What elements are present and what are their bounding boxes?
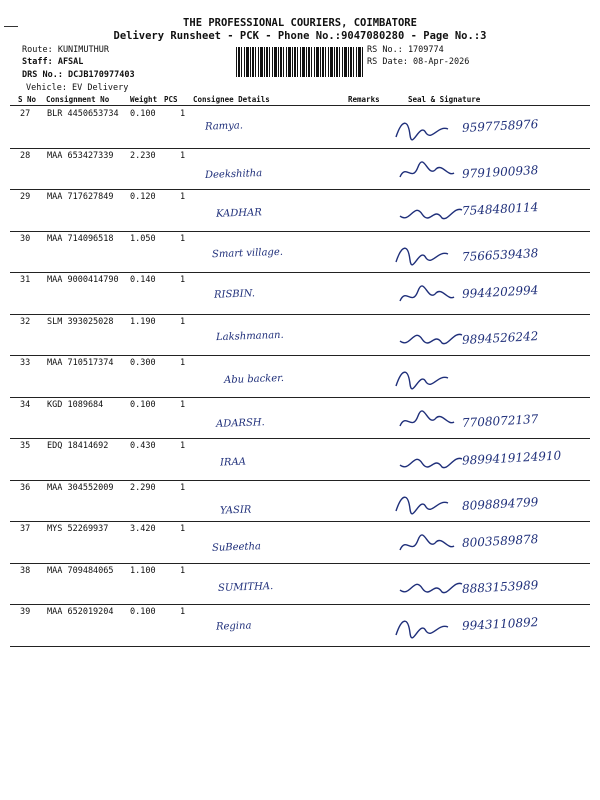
row-sno: 27	[20, 109, 31, 119]
row-consignee-handwritten: KADHAR	[215, 207, 262, 220]
row-pcs: 1	[180, 565, 186, 576]
row-signature-scribble	[392, 115, 472, 145]
runsheet-subtitle: Delivery Runsheet - PCK - Phone No.:9047080280 - Page No.:3	[113, 30, 487, 42]
row-weight: 1.050	[130, 233, 156, 244]
row-consignee-handwritten: YASIR	[219, 503, 252, 517]
row-divider	[10, 314, 590, 315]
row-consignee-handwritten: Abu backer.	[223, 372, 285, 387]
row-divider	[10, 521, 590, 522]
row-consignee-handwritten: Lakshmanan.	[215, 329, 284, 343]
row-weight: 1.190	[130, 316, 156, 327]
row-consignment: MAA 652019204	[47, 607, 114, 617]
row-weight: 1.100	[130, 565, 156, 576]
row-divider	[10, 355, 590, 356]
row-pcs: 1	[180, 275, 186, 285]
rs-number: RS No.: 1709774	[367, 45, 444, 55]
row-divider	[10, 604, 590, 605]
row-sno: 33	[20, 358, 31, 368]
row-sno: 38	[20, 565, 31, 576]
row-sno: 34	[20, 399, 31, 410]
row-signature-phone: 9894526242	[461, 328, 539, 347]
row-pcs: 1	[180, 482, 186, 493]
rs-date: RS Date: 08-Apr-2026	[367, 57, 470, 67]
row-pcs: 1	[180, 109, 186, 119]
row-sno: 35	[20, 441, 31, 451]
row-weight: 0.140	[130, 275, 156, 285]
row-weight: 2.230	[130, 150, 156, 161]
row-signature-phone: 9943110892	[461, 615, 539, 633]
row-sno: 36	[20, 482, 31, 493]
row-divider	[10, 646, 590, 647]
row-sno: 39	[20, 607, 31, 617]
row-consignment: SLM 393025028	[47, 316, 114, 327]
row-consignment: BLR 4450653734	[47, 109, 119, 119]
row-divider	[10, 231, 590, 232]
header-weight: Weight	[130, 95, 158, 104]
row-consignment: MAA 717627849	[47, 192, 114, 202]
row-signature-phone: 8098894799	[461, 494, 539, 513]
barcode	[236, 47, 364, 77]
row-consignee-handwritten: Smart village.	[211, 246, 284, 260]
row-pcs: 1	[180, 192, 186, 202]
row-consignee-handwritten: ADARSH.	[215, 416, 265, 430]
route: Route: KUNIMUTHUR	[22, 45, 109, 55]
row-signature-phone: 9944202994	[461, 283, 539, 301]
row-divider	[10, 272, 590, 273]
row-signature-phone: 8883153989	[461, 577, 539, 596]
row-sno: 30	[20, 233, 31, 244]
row-divider	[10, 148, 590, 149]
row-pcs: 1	[180, 316, 186, 327]
row-consignment: MAA 9000414790	[47, 275, 119, 285]
row-signature-scribble	[392, 240, 472, 270]
row-weight: 0.100	[130, 607, 156, 617]
row-weight: 0.120	[130, 192, 156, 202]
row-sno: 31	[20, 275, 31, 285]
row-sno: 29	[20, 192, 31, 202]
row-consignment: MAA 710517374	[47, 358, 114, 368]
row-sno: 28	[20, 150, 31, 161]
drs-number: DRS No.: DCJB170977403	[22, 70, 135, 80]
header-consignment: Consignment No	[46, 95, 110, 104]
row-pcs: 1	[180, 150, 186, 161]
row-weight: 0.430	[130, 441, 156, 451]
row-divider	[10, 189, 590, 190]
row-weight: 3.420	[130, 524, 156, 534]
header-sno: S No	[18, 95, 37, 104]
row-consignment: MAA 304552009	[47, 482, 114, 493]
row-consignment: MAA 709484065	[47, 565, 114, 576]
header-consignee: Consignee Details	[193, 95, 270, 104]
row-signature-phone: 9597758976	[461, 117, 539, 135]
row-divider	[10, 480, 590, 481]
row-signature-phone: 7548480114	[461, 200, 539, 218]
header-seal: Seal & Signature	[408, 95, 481, 104]
row-pcs: 1	[180, 607, 186, 617]
row-divider	[10, 438, 590, 439]
row-signature-phone: 8003589878	[461, 532, 539, 550]
row-signature-phone: 7708072137	[461, 411, 539, 430]
row-weight: 0.100	[130, 399, 156, 410]
row-signature-scribble	[392, 364, 472, 394]
row-consignee-handwritten: Deekshitha	[204, 167, 263, 181]
row-signature-scribble	[392, 489, 472, 519]
staff: Staff: AFSAL	[22, 57, 84, 67]
row-signature-phone: 9791900938	[461, 162, 539, 181]
row-consignee-handwritten: RISBIN.	[213, 288, 256, 301]
vehicle: Vehicle: EV Delivery	[26, 83, 129, 93]
row-divider	[10, 563, 590, 564]
row-consignee-handwritten: SuBeetha	[211, 541, 262, 554]
row-consignment: MYS 52269937	[47, 524, 109, 534]
row-pcs: 1	[180, 441, 186, 451]
row-signature-phone: 9899419124910	[461, 448, 562, 468]
header-rule	[10, 105, 590, 106]
row-signature-phone: 7566539438	[461, 245, 539, 264]
row-pcs: 1	[180, 399, 186, 410]
row-pcs: 1	[180, 358, 186, 368]
header-pcs: PCS	[164, 95, 178, 104]
row-weight: 2.290	[130, 482, 156, 493]
row-signature-scribble	[392, 613, 472, 643]
row-consignee-handwritten: Regina	[215, 620, 252, 633]
row-pcs: 1	[180, 233, 186, 244]
row-consignment: KGD 1089684	[47, 399, 104, 410]
row-pcs: 1	[180, 524, 186, 534]
row-consignee-handwritten: Ramya.	[204, 120, 244, 133]
row-consignee-handwritten: IRAA	[219, 456, 247, 469]
row-consignment: MAA 653427339	[47, 150, 114, 161]
row-weight: 0.100	[130, 109, 156, 119]
company-title: THE PROFESSIONAL COURIERS, COIMBATORE	[183, 17, 417, 29]
row-weight: 0.300	[130, 358, 156, 368]
row-divider	[10, 397, 590, 398]
row-consignment: EDQ 18414692	[47, 441, 109, 451]
row-consignment: MAA 714096518	[47, 233, 114, 244]
row-consignee-handwritten: SUMITHA.	[217, 580, 274, 594]
row-sno: 37	[20, 524, 31, 534]
header-remarks: Remarks	[348, 95, 380, 104]
row-sno: 32	[20, 316, 31, 327]
